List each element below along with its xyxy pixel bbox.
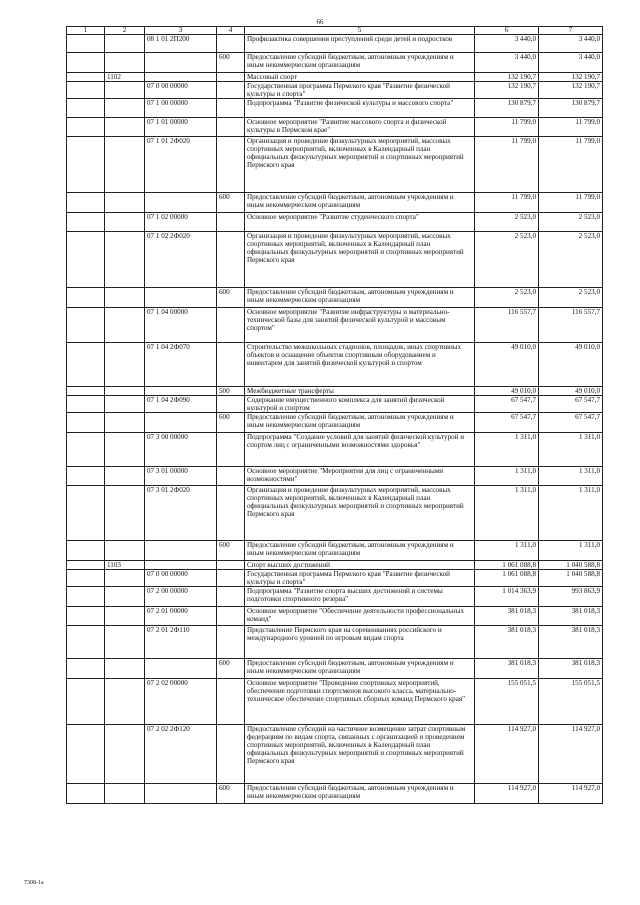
section-code: [105, 541, 145, 561]
header-cell: 4: [217, 27, 245, 35]
item-name: Предоставление субсидий бюджетным, автономным учреждениям и иным некоммерческим организациям: [245, 659, 475, 679]
target-article: 07 3 01 00000: [145, 467, 217, 486]
expense-type: 600: [217, 784, 245, 804]
amount-year1: 2 523,0: [475, 288, 539, 308]
col1-cell: [67, 35, 105, 53]
item-name: Предоставление субсидий бюджетным, автономным учреждениям и иным некоммерческим организациям: [245, 413, 475, 433]
amount-year2: 11 799,0: [539, 193, 603, 213]
table-row: [67, 308, 603, 343]
amount-year1: 11 799,0: [475, 118, 539, 137]
amount-year1: 67 547,7: [475, 413, 539, 433]
item-name: Предоставление субсидий бюджетным, автономным учреждениям и иным некоммерческим организациям: [245, 53, 475, 73]
table-row: [67, 413, 603, 433]
section-code: [105, 232, 145, 288]
target-article: [145, 413, 217, 433]
item-name: Основное мероприятие "Проведение спортивных мероприятий, обеспечение подготовки спортсменов высокого класса, материально-техническое обеспечение спортивных сборных команд Пермского края": [245, 679, 475, 725]
target-article: 07 2 02 2Ф120: [145, 725, 217, 784]
table-row: [67, 433, 603, 467]
amount-year1: 132 190,7: [475, 82, 539, 99]
item-name: Профилактика совершения преступлений среди детей и подростков: [245, 35, 475, 53]
table-row: [67, 467, 603, 486]
section-code: [105, 784, 145, 804]
item-name: Основное мероприятие "Мероприятия для лиц с ограниченными возможностями": [245, 467, 475, 486]
col1-cell: [67, 467, 105, 486]
amount-year1: 155 051,5: [475, 679, 539, 725]
col1-cell: [67, 486, 105, 541]
table-row: [67, 82, 603, 99]
expense-type: [217, 607, 245, 626]
expense-type: [217, 679, 245, 725]
expense-type: [217, 626, 245, 659]
col1-cell: [67, 659, 105, 679]
footer-code: 7308-1а: [24, 880, 44, 886]
target-article: 07 2 00 00000: [145, 587, 217, 607]
table-row: [67, 587, 603, 607]
item-name: Организация и проведение физкультурных мероприятий, массовых спортивных мероприятий, включенных в Календарный план официальных физкультурных мероприятий и спортивных мероприятий Пермского края: [245, 137, 475, 193]
amount-year2: 116 557,7: [539, 308, 603, 343]
amount-year1: 132 190,7: [475, 73, 539, 82]
table-row: [67, 73, 603, 82]
target-article: 07 3 00 00000: [145, 433, 217, 467]
amount-year2: 11 799,0: [539, 118, 603, 137]
amount-year1: 2 523,0: [475, 213, 539, 232]
col1-cell: [67, 193, 105, 213]
section-code: [105, 308, 145, 343]
amount-year2: 381 018,3: [539, 607, 603, 626]
item-name: Подпрограмма "Развитие физической культуры и массового спорта": [245, 99, 475, 118]
target-article: 07 1 00 00000: [145, 99, 217, 118]
col1-cell: [67, 232, 105, 288]
amount-year2: 3 440,0: [539, 35, 603, 53]
section-code: [105, 725, 145, 784]
target-article: [145, 73, 217, 82]
col1-cell: [67, 118, 105, 137]
target-article: 07 0 00 00000: [145, 82, 217, 99]
target-article: [145, 659, 217, 679]
amount-year2: 1 040 588,8: [539, 561, 603, 570]
section-code: [105, 137, 145, 193]
section-code: 1103: [105, 561, 145, 570]
expense-type: [217, 570, 245, 587]
amount-year2: 132 190,7: [539, 73, 603, 82]
expense-type: [217, 486, 245, 541]
table-row: [67, 396, 603, 413]
target-article: 07 2 02 00000: [145, 679, 217, 725]
section-code: [105, 679, 145, 725]
item-name: Межбюджетные трансферты: [245, 387, 475, 396]
item-name: Государственная программа Пермского края "Развитие физической культуры и спорта": [245, 82, 475, 99]
amount-year2: 114 927,0: [539, 784, 603, 804]
amount-year2: 155 051,5: [539, 679, 603, 725]
item-name: Предоставление субсидий на частичное возмещение затрат спортивным федерациям по видам спорта, связанных с организацией и проведением спортивных мероприятий, включенных в Календарный план официальных физкультурных мероприятий и спортивных мероприятий Пермского края: [245, 725, 475, 784]
col1-cell: [67, 213, 105, 232]
budget-table: [66, 26, 603, 804]
amount-year1: 381 018,3: [475, 659, 539, 679]
amount-year2: 49 010,0: [539, 343, 603, 387]
expense-type: 600: [217, 659, 245, 679]
amount-year1: 1 014 363,9: [475, 587, 539, 607]
header-cell: 7: [539, 27, 603, 35]
amount-year1: 3 440,0: [475, 53, 539, 73]
col1-cell: [67, 626, 105, 659]
section-code: [105, 396, 145, 413]
expense-type: 600: [217, 541, 245, 561]
item-name: Основное мероприятие "Развитие инфраструктуры и материально-технической базы для занятий физической культурой и массовым спортом": [245, 308, 475, 343]
section-code: [105, 343, 145, 387]
amount-year2: 1 040 588,8: [539, 570, 603, 587]
table-row: [67, 659, 603, 679]
amount-year1: 1 311,0: [475, 486, 539, 541]
col1-cell: [67, 413, 105, 433]
target-article: [145, 784, 217, 804]
col1-cell: [67, 433, 105, 467]
item-name: Подпрограмма "Развитие спорта высших достижений и системы подготовки спортивного резерва": [245, 587, 475, 607]
amount-year1: 3 440,0: [475, 35, 539, 53]
table-row: [67, 387, 603, 396]
amount-year2: 993 863,9: [539, 587, 603, 607]
table-row: [67, 784, 603, 804]
expense-type: [217, 35, 245, 53]
expense-type: [217, 73, 245, 82]
amount-year1: 11 799,0: [475, 137, 539, 193]
expense-type: 600: [217, 193, 245, 213]
col1-cell: [67, 73, 105, 82]
col1-cell: [67, 679, 105, 725]
header-cell: 3: [145, 27, 217, 35]
table-row: [67, 232, 603, 288]
col1-cell: [67, 288, 105, 308]
header-cell: 2: [105, 27, 145, 35]
amount-year1: 381 018,3: [475, 626, 539, 659]
col1-cell: [67, 53, 105, 73]
header-cell: 1: [67, 27, 105, 35]
amount-year2: 114 927,0: [539, 725, 603, 784]
col1-cell: [67, 587, 105, 607]
item-name: Организация и проведение физкультурных мероприятий, массовых спортивных мероприятий, включенных в Календарный план официальных физкультурных мероприятий и спортивных мероприятий Пермского края: [245, 232, 475, 288]
table-row: [67, 626, 603, 659]
target-article: [145, 288, 217, 308]
target-article: 07 1 02 00000: [145, 213, 217, 232]
expense-type: [217, 99, 245, 118]
table-row: [67, 193, 603, 213]
amount-year2: 2 523,0: [539, 232, 603, 288]
section-code: [105, 486, 145, 541]
target-article: [145, 561, 217, 570]
expense-type: [217, 213, 245, 232]
expense-type: [217, 137, 245, 193]
expense-type: [217, 561, 245, 570]
amount-year2: 2 523,0: [539, 288, 603, 308]
amount-year2: 2 523,0: [539, 213, 603, 232]
item-name: Организация и проведение физкультурных мероприятий, массовых спортивных мероприятий, включенных в Календарный план официальных физкультурных мероприятий и спортивных мероприятий Пермского края: [245, 486, 475, 541]
table-row: [67, 118, 603, 137]
amount-year1: 1 061 088,8: [475, 570, 539, 587]
expense-type: [217, 433, 245, 467]
col1-cell: [67, 561, 105, 570]
col1-cell: [67, 82, 105, 99]
section-code: [105, 288, 145, 308]
amount-year2: 3 440,0: [539, 53, 603, 73]
section-code: [105, 433, 145, 467]
section-code: [105, 193, 145, 213]
target-article: 07 2 01 2Ф110: [145, 626, 217, 659]
item-name: Предоставление субсидий бюджетным, автономным учреждениям и иным некоммерческим организациям: [245, 193, 475, 213]
amount-year1: 11 799,0: [475, 193, 539, 213]
col1-cell: [67, 137, 105, 193]
section-code: [105, 570, 145, 587]
amount-year2: 1 311,0: [539, 486, 603, 541]
item-name: Предоставление субсидий бюджетным, автономным учреждениям и иным некоммерческим организациям: [245, 541, 475, 561]
section-code: [105, 35, 145, 53]
target-article: 07 2 01 00000: [145, 607, 217, 626]
col1-cell: [67, 396, 105, 413]
expense-type: 600: [217, 413, 245, 433]
amount-year2: 130 879,7: [539, 99, 603, 118]
table-row: [67, 213, 603, 232]
section-code: [105, 387, 145, 396]
item-name: Предоставление субсидий бюджетным, автономным учреждениям и иным некоммерческим организациям: [245, 784, 475, 804]
item-name: Предоставление субсидий бюджетным, автономным учреждениям и иным некоммерческим организациям: [245, 288, 475, 308]
amount-year1: 114 927,0: [475, 784, 539, 804]
section-code: [105, 587, 145, 607]
amount-year1: 1 311,0: [475, 467, 539, 486]
table-row: [67, 486, 603, 541]
section-code: [105, 118, 145, 137]
table-row: [67, 541, 603, 561]
header-cell: 6: [475, 27, 539, 35]
target-article: 07 3 01 2Ф020: [145, 486, 217, 541]
section-code: [105, 413, 145, 433]
item-name: Строительство межшкольных стадионов, площадок, иных спортивных объектов и оснащение объектов спортивным оборудованием и инвентарем для занятий физической культурой и спортом: [245, 343, 475, 387]
amount-year1: 114 927,0: [475, 725, 539, 784]
target-article: 07 1 02 2Ф020: [145, 232, 217, 288]
section-code: [105, 213, 145, 232]
target-article: 07 0 00 00000: [145, 570, 217, 587]
item-name: Спорт высших достижений: [245, 561, 475, 570]
item-name: Массовый спорт: [245, 73, 475, 82]
section-code: [105, 467, 145, 486]
amount-year2: 381 018,3: [539, 626, 603, 659]
expense-type: 600: [217, 288, 245, 308]
col1-cell: [67, 541, 105, 561]
amount-year2: 132 190,7: [539, 82, 603, 99]
target-article: 08 1 01 2П200: [145, 35, 217, 53]
col1-cell: [67, 607, 105, 626]
amount-year2: 11 799,0: [539, 137, 603, 193]
target-article: [145, 541, 217, 561]
item-name: Содержание имущественного комплекса для занятий физической культурой и спортом: [245, 396, 475, 413]
expense-type: [217, 467, 245, 486]
amount-year1: 49 010,0: [475, 387, 539, 396]
expense-type: [217, 308, 245, 343]
target-article: 07 1 01 2Ф020: [145, 137, 217, 193]
amount-year2: 67 547,7: [539, 413, 603, 433]
expense-type: [217, 343, 245, 387]
expense-type: 600: [217, 53, 245, 73]
expense-type: 500: [217, 387, 245, 396]
section-code: [105, 53, 145, 73]
section-code: 1102: [105, 73, 145, 82]
item-name: Основное мероприятие "Развитие студенческого спорта": [245, 213, 475, 232]
amount-year1: 130 879,7: [475, 99, 539, 118]
col1-cell: [67, 308, 105, 343]
target-article: [145, 193, 217, 213]
table-row: [67, 725, 603, 784]
expense-type: [217, 725, 245, 784]
amount-year2: 381 018,3: [539, 659, 603, 679]
table-row: [67, 53, 603, 73]
section-code: [105, 99, 145, 118]
col1-cell: [67, 343, 105, 387]
expense-type: [217, 232, 245, 288]
amount-year1: 381 018,3: [475, 607, 539, 626]
table-row: [67, 570, 603, 587]
table-row: [67, 343, 603, 387]
col1-cell: [67, 387, 105, 396]
item-name: Основное мероприятие "Развитие массового спорта и физической культуры в Пермском крае": [245, 118, 475, 137]
table-row: [67, 679, 603, 725]
table-row: [67, 607, 603, 626]
target-article: [145, 387, 217, 396]
amount-year1: 1 311,0: [475, 433, 539, 467]
amount-year2: 1 311,0: [539, 433, 603, 467]
amount-year1: 67 547,7: [475, 396, 539, 413]
target-article: 07 1 01 00000: [145, 118, 217, 137]
header-cell: 5: [245, 27, 475, 35]
table-row: [67, 561, 603, 570]
col1-cell: [67, 725, 105, 784]
target-article: 07 1 04 2Ф090: [145, 396, 217, 413]
amount-year2: 67 547,7: [539, 396, 603, 413]
target-article: 07 1 04 2Ф070: [145, 343, 217, 387]
amount-year1: 116 557,7: [475, 308, 539, 343]
amount-year1: 49 010,0: [475, 343, 539, 387]
section-code: [105, 607, 145, 626]
amount-year2: 49 010,0: [539, 387, 603, 396]
col1-cell: [67, 784, 105, 804]
amount-year2: 1 311,0: [539, 467, 603, 486]
item-name: Подпрограмма "Создание условий для занятий физической культурой и спортом лиц с ограниченными возможностями здоровья": [245, 433, 475, 467]
amount-year1: 2 523,0: [475, 232, 539, 288]
item-name: Представление Пермского края на соревнованиях российского и международного уровней по игровым видам спорта: [245, 626, 475, 659]
amount-year2: 1 311,0: [539, 541, 603, 561]
target-article: 07 1 04 00000: [145, 308, 217, 343]
expense-type: [217, 82, 245, 99]
expense-type: [217, 587, 245, 607]
expense-type: [217, 396, 245, 413]
col1-cell: [67, 570, 105, 587]
page-number: 66: [316, 18, 324, 26]
section-code: [105, 82, 145, 99]
amount-year1: 1 311,0: [475, 541, 539, 561]
item-name: Государственная программа Пермского края "Развитие физической культуры и спорта": [245, 570, 475, 587]
header-row: [67, 27, 603, 35]
table-row: [67, 99, 603, 118]
table-row: [67, 35, 603, 53]
section-code: [105, 659, 145, 679]
section-code: [105, 626, 145, 659]
target-article: [145, 53, 217, 73]
table-row: [67, 137, 603, 193]
col1-cell: [67, 99, 105, 118]
expense-type: [217, 118, 245, 137]
amount-year1: 1 061 088,8: [475, 561, 539, 570]
item-name: Основное мероприятие "Обеспечение деятельности профессиональных команд": [245, 607, 475, 626]
table-row: [67, 288, 603, 308]
